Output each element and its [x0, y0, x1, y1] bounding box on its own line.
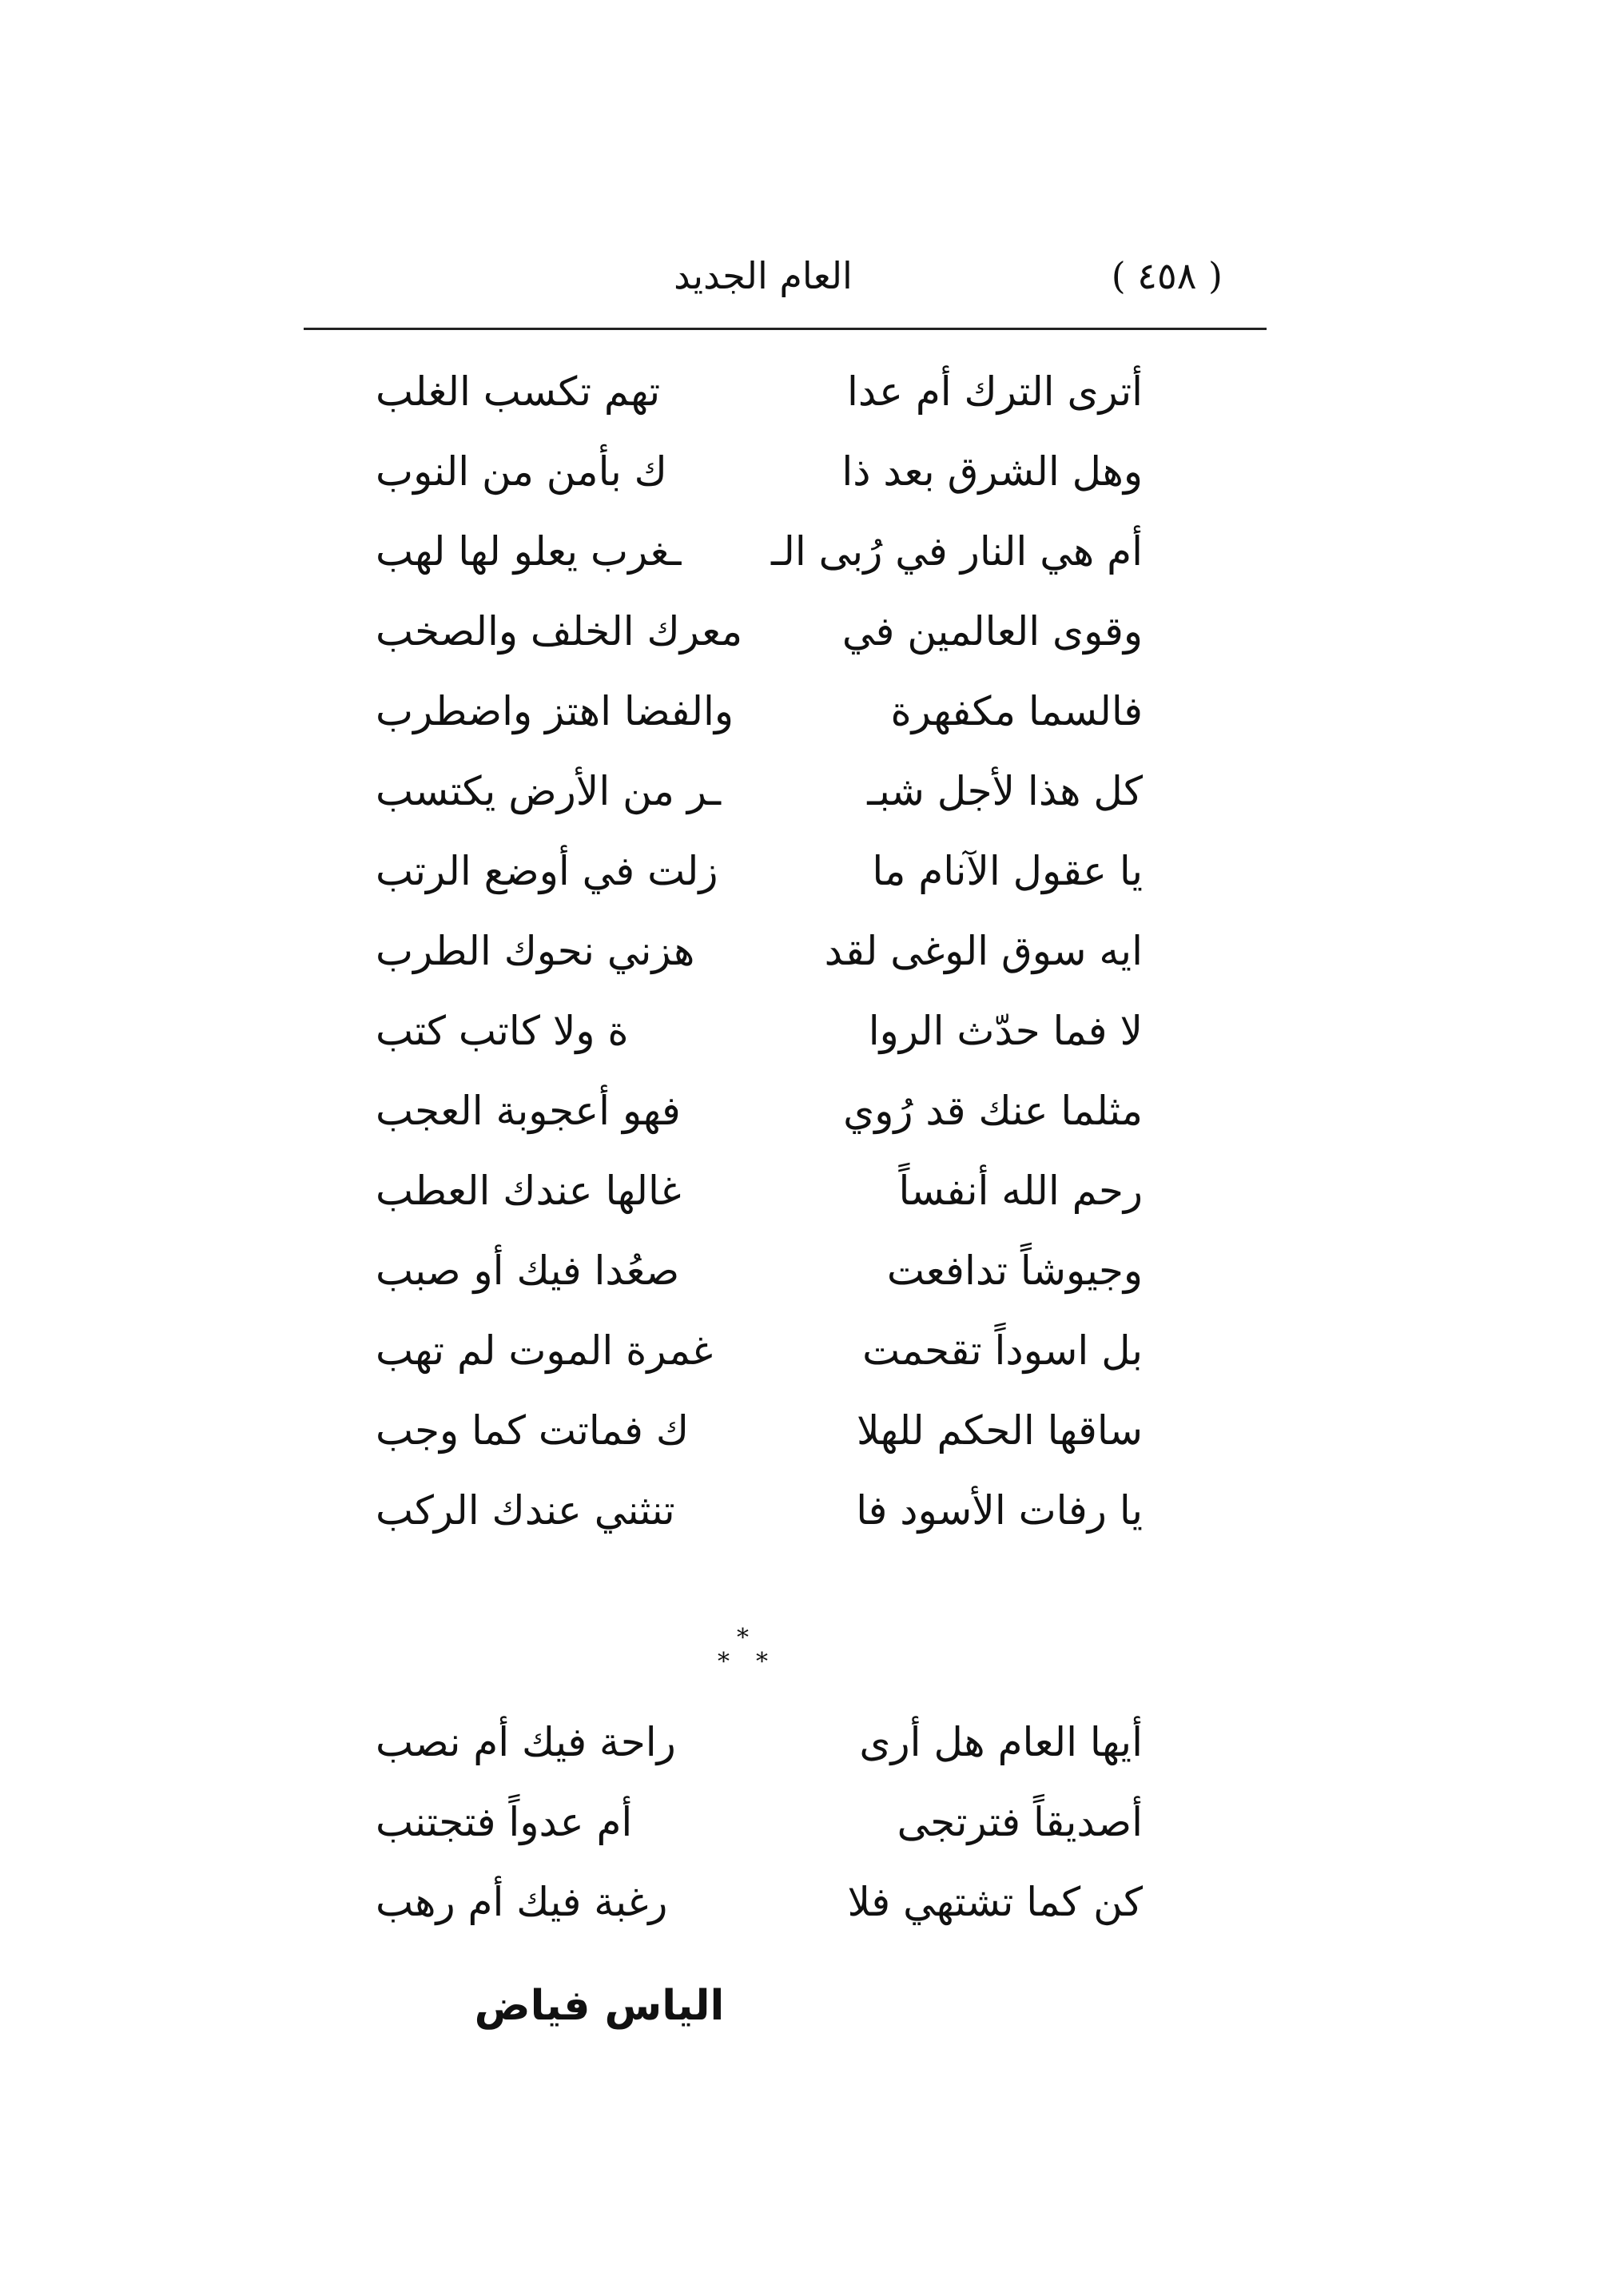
second-hemistich: رغبة فيك أم رهب: [376, 1879, 668, 1925]
second-hemistich: زلت في أوضع الرتب: [376, 848, 718, 894]
first-hemistich: ساقها الحكم للهلا: [856, 1407, 1143, 1454]
asterisk-mark: *: [737, 1624, 749, 1652]
first-hemistich: وقوى العالمين في: [841, 608, 1143, 655]
first-hemistich: فالسما مكفهرة: [890, 688, 1143, 734]
second-hemistich: تنثني عندك الركب: [376, 1487, 675, 1534]
poem-stanza-1: [376, 352, 1143, 1550]
verse-line: [376, 1071, 1143, 1151]
first-hemistich: أم هي النار في رُبى الـ: [770, 528, 1143, 575]
second-hemistich: غمرة الموت لم تهب: [376, 1327, 714, 1374]
second-hemistich: تهم تكسب الغلب: [376, 368, 661, 415]
first-hemistich: أترى الترك أم عدا: [846, 368, 1143, 415]
verse-line: [376, 1862, 1143, 1942]
second-hemistich: هزني نحوك الطرب: [376, 928, 695, 974]
second-hemistich: راحة فيك أم نصب: [376, 1719, 676, 1765]
first-hemistich: لا فما حدّث الروا: [868, 1008, 1143, 1054]
verse-line: [376, 1391, 1143, 1470]
verse-line: [376, 432, 1143, 511]
second-hemistich: أم عدواً فتجتنب: [376, 1799, 633, 1845]
verse-line: [376, 991, 1143, 1071]
asterism-separator: [711, 1626, 783, 1682]
second-hemistich: صعُدا فيك أو صبب: [376, 1247, 680, 1294]
poem-stanza-2: [376, 1702, 1143, 1942]
verse-line: [376, 1702, 1143, 1782]
first-hemistich: أصديقاً فترتجى: [897, 1799, 1143, 1845]
second-hemistich: ك فماتت كما وجب: [376, 1407, 690, 1454]
verse-line: [376, 671, 1143, 751]
verse-line: [376, 591, 1143, 671]
second-hemistich: والفضا اهتز واضطرب: [376, 688, 734, 734]
asterisk-mark: *: [756, 1648, 768, 1676]
verse-line: [376, 1231, 1143, 1311]
verse-line: [376, 1311, 1143, 1391]
second-hemistich: ـر من الأرض يكتسب: [376, 768, 722, 814]
verse-line: [376, 831, 1143, 911]
page-number: ( ٤٥٨ ): [1111, 254, 1223, 297]
first-hemistich: كن كما تشتهي فلا: [847, 1879, 1143, 1925]
second-hemistich: ة ولا كاتب كتب: [376, 1008, 629, 1054]
first-hemistich: بل اسوداً تقحمت: [862, 1327, 1143, 1374]
second-hemistich: ـغرب يعلو لها لهب: [376, 528, 682, 575]
first-hemistich: وهل الشرق بعد ذا: [841, 448, 1143, 495]
second-hemistich: ك بأمن من النوب: [376, 448, 667, 495]
first-hemistich: كل هذا لأجل شبـ: [867, 768, 1143, 814]
first-hemistich: رحم الله أنفساً: [898, 1168, 1143, 1214]
second-hemistich: غالها عندك العطب: [376, 1168, 682, 1214]
verse-line: [376, 911, 1143, 991]
verse-line: [376, 511, 1143, 591]
first-hemistich: وجيوشاً تدافعت: [886, 1247, 1143, 1294]
first-hemistich: يا رفات الأسود فا: [856, 1487, 1143, 1534]
verse-line: [376, 1151, 1143, 1231]
second-hemistich: فهو أعجوبة العجب: [376, 1088, 681, 1134]
first-hemistich: يا عقول الآنام ما: [872, 848, 1143, 894]
verse-line: [376, 751, 1143, 831]
verse-line: [376, 352, 1143, 432]
author-signature: الياس فياض: [474, 1982, 725, 2030]
first-hemistich: أيها العام هل أرى: [859, 1719, 1143, 1765]
header-rule: [304, 328, 1267, 330]
asterisk-mark: *: [718, 1648, 730, 1676]
second-hemistich: معرك الخلف والصخب: [376, 608, 743, 655]
verse-line: [376, 1470, 1143, 1550]
page-header: [304, 254, 1223, 318]
running-title: العام الجديد: [674, 254, 853, 297]
verse-line: [376, 1782, 1143, 1862]
first-hemistich: ايه سوق الوغى لقد: [824, 928, 1143, 974]
first-hemistich: مثلما عنك قد رُوي: [843, 1088, 1143, 1134]
